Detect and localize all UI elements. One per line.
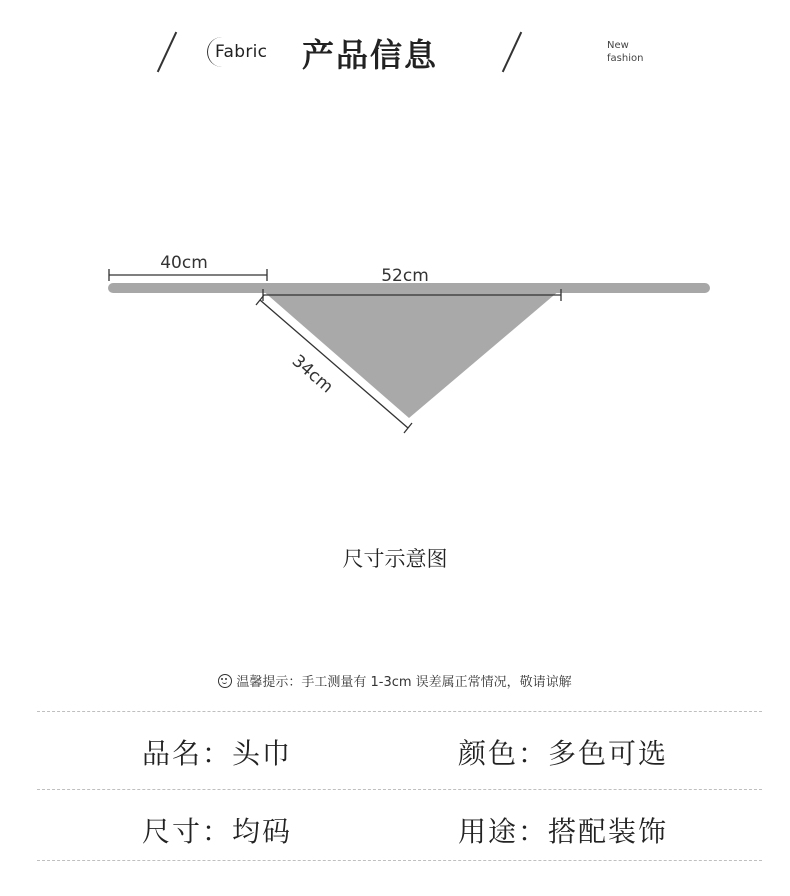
page-title: 产品信息 <box>302 36 439 74</box>
new-fashion-line1: New <box>607 40 629 51</box>
band-length-label: 40cm <box>160 253 208 273</box>
diagram-caption: 尺寸示意图 <box>342 547 448 571</box>
scarf-triangle <box>262 290 560 418</box>
side-length-label: 34cm <box>287 351 337 398</box>
header-slash-left <box>157 32 177 73</box>
spec-usage: 用途：搭配装饰 <box>458 815 669 848</box>
smile-icon <box>218 674 232 688</box>
fabric-label: Fabric <box>207 37 267 67</box>
divider-top <box>37 711 762 712</box>
spec-size: 尺寸：均码 <box>142 815 293 848</box>
measurement-tip <box>0 671 790 690</box>
base-length-label: 52cm <box>381 266 429 286</box>
divider-middle <box>37 789 762 790</box>
new-fashion-line2: fashion <box>607 53 644 64</box>
spec-color: 颜色：多色可选 <box>458 737 669 770</box>
new-fashion-label <box>607 39 643 65</box>
spec-product-name: 品名：头巾 <box>142 737 293 770</box>
size-diagram <box>0 240 790 450</box>
header-slash-right <box>502 32 522 73</box>
tip-text: 温馨提示：手工测量有 1-3cm 误差属正常情况，敬请谅解 <box>236 675 572 690</box>
divider-bottom <box>37 860 762 861</box>
